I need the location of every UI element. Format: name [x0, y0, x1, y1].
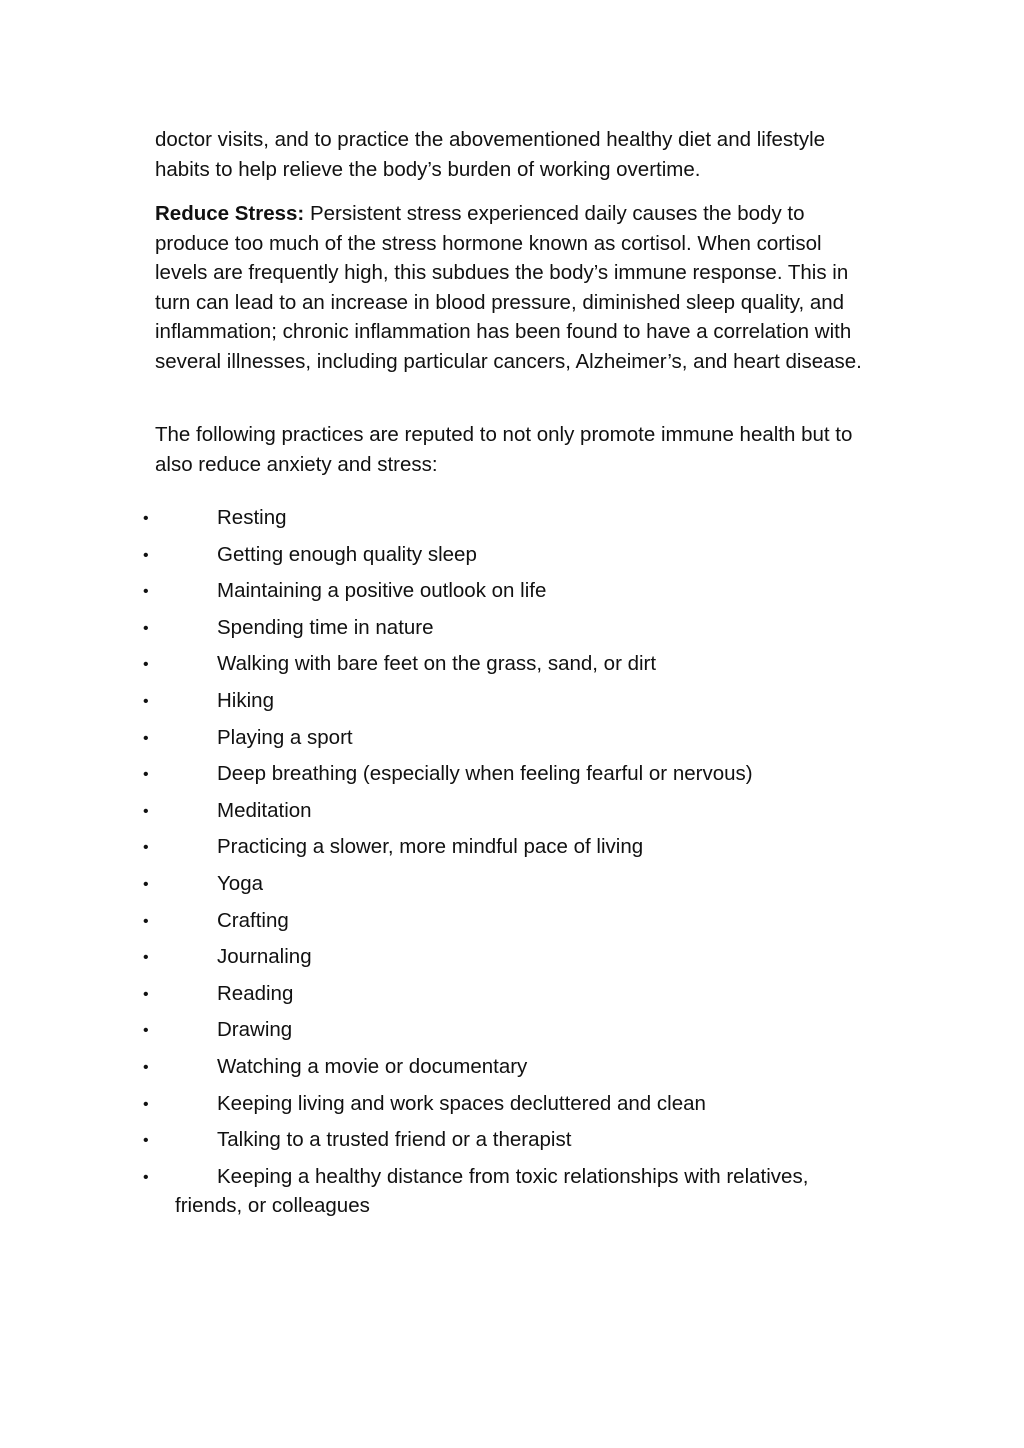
- list-item: [0, 1052, 1024, 1089]
- list-item: [0, 503, 1024, 540]
- list-item-text: Playing a sport: [217, 725, 353, 749]
- bullet-icon: •: [143, 1132, 149, 1150]
- list-item: [0, 649, 1024, 686]
- list-item: [0, 723, 1024, 760]
- bullet-icon: •: [143, 1168, 149, 1186]
- bullet-icon: •: [143, 729, 149, 747]
- bullet-icon: •: [143, 656, 149, 674]
- list-item-text-line-1: Keeping a healthy distance from toxic relationships with relatives,: [217, 1164, 809, 1188]
- list-item-text: Walking with bare feet on the grass, sand, or dirt: [217, 652, 657, 676]
- bullet-icon: •: [143, 949, 149, 967]
- list-item-text: Crafting: [217, 908, 289, 932]
- list-item-text: Talking to a trusted friend or a therapist: [217, 1128, 572, 1152]
- list-item: [0, 576, 1024, 613]
- bullet-icon: •: [143, 802, 149, 820]
- list-item-text: Maintaining a positive outlook on life: [217, 579, 547, 603]
- list-item: [0, 759, 1024, 796]
- list-item: [0, 613, 1024, 650]
- bullet-icon: •: [143, 546, 149, 564]
- list-item-text: Journaling: [217, 945, 312, 969]
- bullet-icon: •: [143, 839, 149, 857]
- bullet-icon: •: [143, 912, 149, 930]
- practices-list: [0, 503, 1024, 1224]
- list-item-text: Watching a movie or documentary: [217, 1054, 528, 1078]
- list-item: [0, 1125, 1024, 1162]
- bullet-icon: •: [143, 875, 149, 893]
- bullet-icon: •: [143, 583, 149, 601]
- bullet-icon: •: [143, 619, 149, 637]
- list-item-text: Spending time in nature: [217, 615, 434, 639]
- bullet-icon: •: [143, 985, 149, 1003]
- list-item-text: Reading: [217, 981, 294, 1005]
- list-item-text: Practicing a slower, more mindful pace of living: [217, 835, 644, 859]
- list-item: [0, 832, 1024, 869]
- list-item-text-line-2: friends, or colleagues: [175, 1194, 370, 1218]
- paragraph-reduce-stress: [155, 199, 867, 376]
- list-item-toxic-relationships: [0, 1162, 1024, 1224]
- list-item-text: Drawing: [217, 1018, 293, 1042]
- bullet-icon: •: [143, 766, 149, 784]
- paragraph-doctor-visits: doctor visits, and to practice the abovementioned healthy diet and lifestyle habits to help relieve the body’s burden of working overtime.: [155, 128, 826, 181]
- list-item-text: Meditation: [217, 798, 312, 822]
- list-item-text: Hiking: [217, 688, 274, 712]
- list-item-text: Keeping living and work spaces decluttered and clean: [217, 1091, 706, 1115]
- reduce-stress-heading: Reduce Stress:: [155, 202, 305, 225]
- list-item: [0, 796, 1024, 833]
- list-item-text: Getting enough quality sleep: [217, 542, 477, 566]
- list-item: [0, 540, 1024, 577]
- list-item-text: Yoga: [217, 871, 263, 895]
- bullet-icon: •: [143, 1095, 149, 1113]
- list-item-text: Resting: [217, 506, 287, 529]
- paragraph-practices-intro: The following practices are reputed to not only promote immune health but to also reduce anxiety and stress:: [155, 423, 853, 476]
- list-item: [0, 942, 1024, 979]
- list-item: [0, 686, 1024, 723]
- bullet-icon: •: [143, 510, 149, 527]
- list-item-text: Deep breathing (especially when feeling fearful or nervous): [217, 762, 753, 786]
- list-item: [0, 869, 1024, 906]
- list-item: [0, 1089, 1024, 1126]
- reduce-stress-body: Persistent stress experienced daily causes the body to produce too much of the stress hormone known as cortisol. When cortisol levels are frequently high, this subdues the body’s immune response. This in turn can lead to an increase in blood pressure, diminished sleep quality, and inflammation; chronic inflammation has been found to have a correlation with several illnesses, including particular cancers, Alzheimer’s, and heart disease.: [155, 202, 862, 373]
- bullet-icon: •: [143, 1022, 149, 1040]
- bullet-icon: •: [143, 1058, 149, 1076]
- list-item: [0, 1015, 1024, 1052]
- list-item: [0, 979, 1024, 1016]
- list-item: [0, 906, 1024, 943]
- bullet-icon: •: [143, 692, 149, 710]
